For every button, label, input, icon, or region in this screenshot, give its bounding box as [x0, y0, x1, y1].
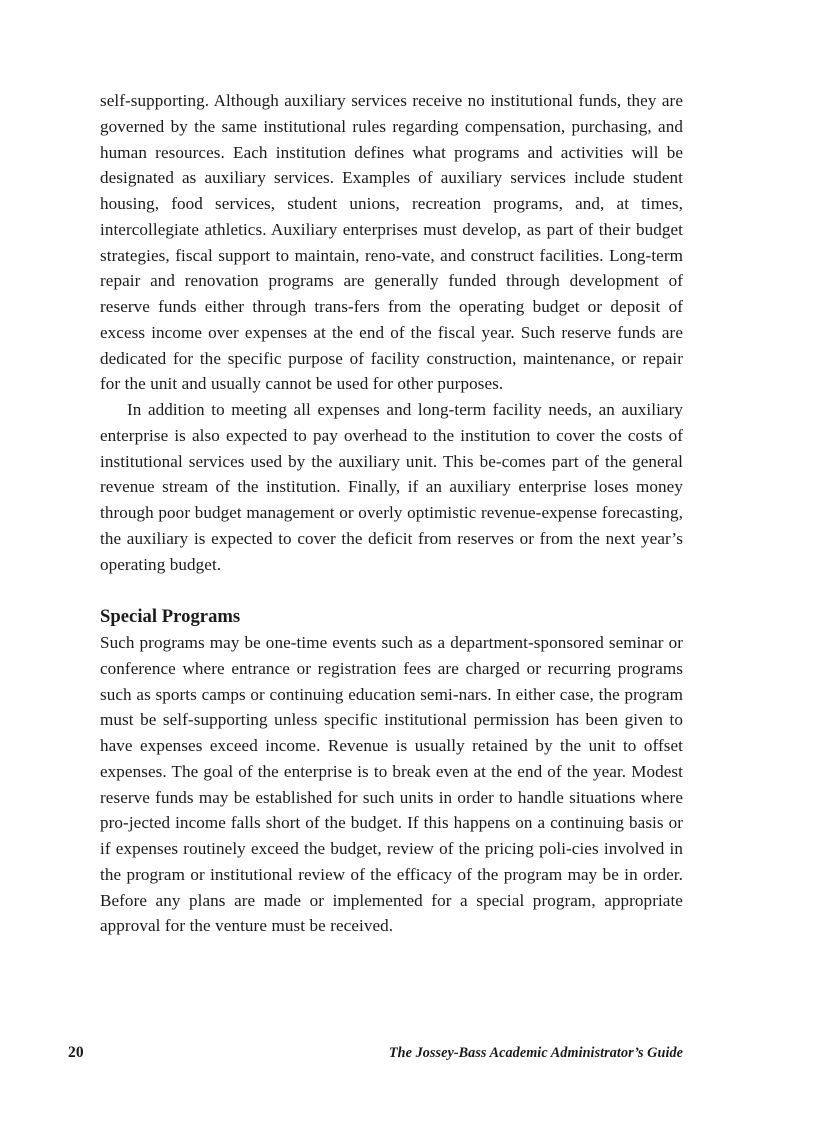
running-head-title: The Jossey-Bass Academic Administrator’s Guide [388, 1045, 683, 1061]
page-number: 20 [68, 1044, 84, 1061]
page-text-column [100, 88, 683, 939]
section-heading-special-programs: Special Programs [100, 606, 241, 628]
heading-spacer [100, 577, 683, 604]
paragraph-special-programs: Such programs may be one-time events such as a department-sponsored seminar or conference where entrance or registration fees are charged or recurring programs such as sports camps or continuing education semi-nars. In either case, the program must be self-supporting unless specific institutional permission has been given to have expenses exceed income. Revenue is usually retained by the unit to offset expenses. The goal of the enterprise is to break even at the end of the year. Modest reserve funds may be established for such units in order to handle situations where pro-jected income falls short of the budget. If this happens on a continuing basis or if expenses routinely exceed the budget, review of the pricing poli-cies involved in the program or institutional review of the efficacy of the program may be in order. Before any plans are made or implemented for a special program, appropriate approval for the venture must be received. [100, 633, 683, 936]
paragraph-auxiliary-services: self-supporting. Although auxiliary services receive no institutional funds, they are governed by the same institutional rules regarding compensation, purchasing, and human resources. Each institution defines what programs and activities will be designated as auxiliary services. Examples of auxiliary services include student housing, food services, student unions, recreation programs, and, at times, intercollegiate athletics. Auxiliary enterprises must develop, as part of their budget strategies, fiscal support to maintain, reno-vate, and construct facilities. Long-term repair and renovation programs are generally funded through development of reserve funds either through trans-fers from the operating budget or deposit of excess income over expenses at the end of the fiscal year. Such reserve funds are dedicated for the specific purpose of facility construction, maintenance, or repair for the unit and usually cannot be used for other purposes. [100, 91, 683, 394]
page-footer [68, 1043, 683, 1063]
paragraph-overhead-and-deficits: In addition to meeting all expenses and long-term facility needs, an auxiliary enterprise is also expected to pay overhead to the institution to cover the costs of institutional services used by the auxiliary unit. This be-comes part of the general revenue stream of the institution. Finally, if an auxiliary enterprise loses money through poor budget management or overly optimistic revenue-expense forecasting, the auxiliary is expected to cover the deficit from reserves or from the next year’s operating budget. [100, 400, 683, 574]
